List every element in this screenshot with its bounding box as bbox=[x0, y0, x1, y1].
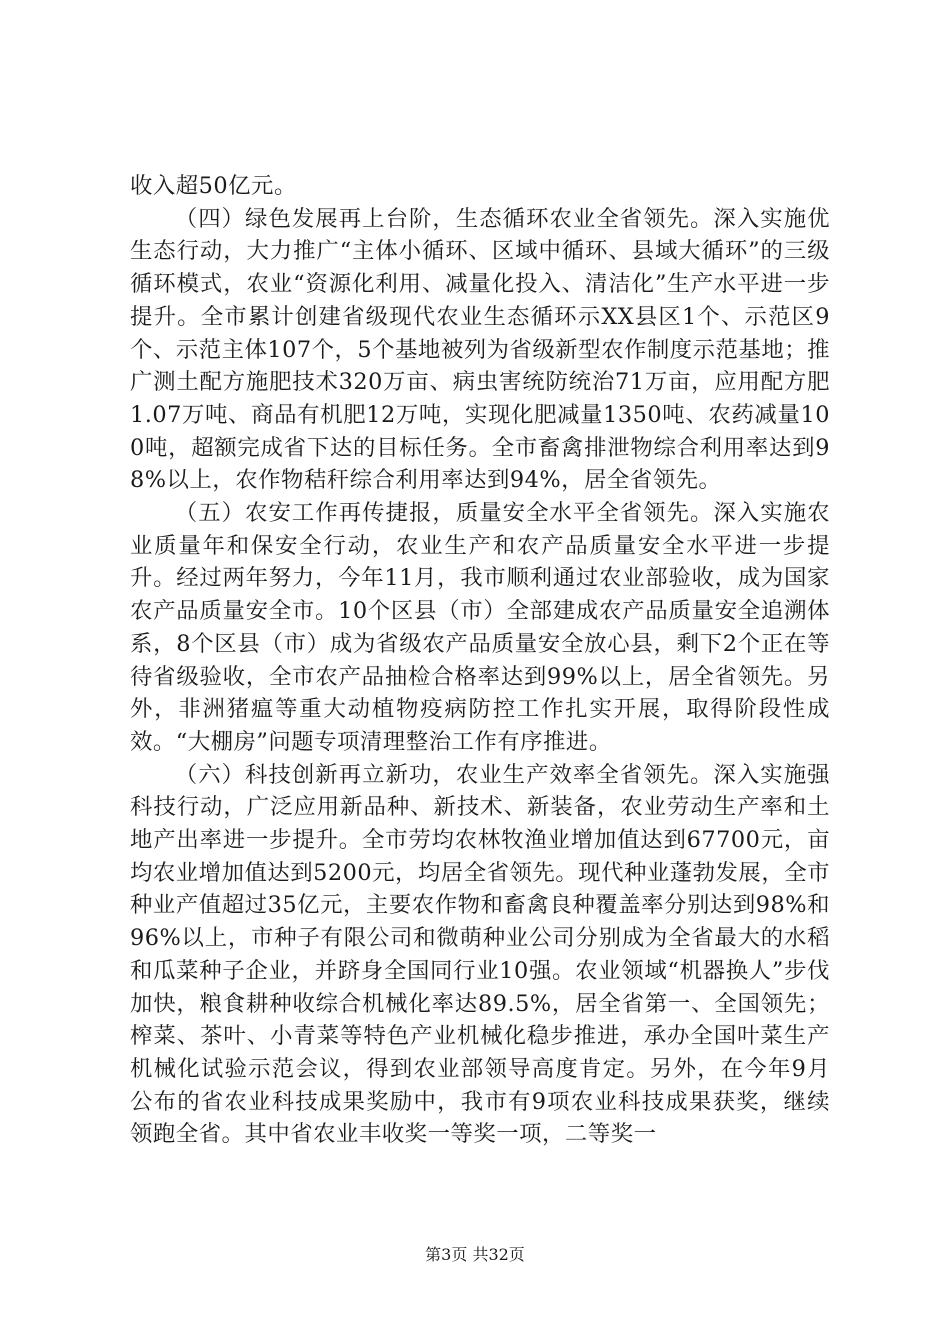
paragraph-continuation: 收入超50亿元。 bbox=[130, 173, 297, 199]
paragraph-section-4: （四）绿色发展再上台阶，生态循环农业全省领先。深入实施优生态行动，大力推广“主体小循环、区域中循环、县域大循环”的三级循环模式，农业“资源化利用、减量化投入、清洁化”生产水平进一步提升。全市累计创建省级现代农业生态循环示XX县区1个、示范区9个、示范主体107个，5个基地被列为省级新型农作制度示范基地；推广测土配方施肥技术320万亩、病虫害统防统治71万亩，应用配方肥1.07万吨、商品有机肥12万吨，实现化肥减量1350吨、农药减量100吨，超额完成省下达的目标任务。全市畜禽排泄物综合利用率达到98%以上，农作物秸秆综合利用率达到94%，居全省领先。 bbox=[130, 205, 830, 494]
page-number-footer: 第3页 共32页 bbox=[425, 1245, 525, 1264]
paragraph-section-5: （五）农安工作再传捷报，质量安全水平全省领先。深入实施农业质量年和保安全行动，农业生产和农产品质量安全水平进一步提升。经过两年努力，今年11月，我市顺利通过农业部验收，成为国家农产品质量安全市。10个区县（市）全部建成农产品质量安全追溯体系，8个区县（市）成为省级农产品质量安全放心县，剩下2个正在等待省级验收，全市农产品抽检合格率达到99%以上，居全省领先。另外，非洲猪瘟等重大动植物疫病防控工作扎实开展，取得阶段性成效。“大棚房”问题专项清理整治工作有序推进。 bbox=[130, 500, 830, 755]
document-body bbox=[130, 170, 830, 1151]
paragraph-section-6: （六）科技创新再立新功，农业生产效率全省领先。深入实施强科技行动，广泛应用新品种、新技术、新装备，农业劳动生产率和土地产出率进一步提升。全市劳均农林牧渔业增加值达到67700元，亩均农业增加值达到5200元，均居全省领先。现代种业蓬勃发展，全市种业产值超过35亿元，主要农作物和畜禽良种覆盖率分别达到98%和96%以上，市种子有限公司和微萌种业公司分别成为全省最大的水稻和瓜菜种子企业，并跻身全国同行业10强。农业领域“机器换人”步伐加快，粮食耕种收综合机械化率达89.5%，居全省第一、全国领先；榨菜、茶叶、小青菜等特色产业机械化稳步推进，承办全国叶菜生产机械化试验示范会议，得到农业部领导高度肯定。另外，在今年9月公布的省农业科技成果奖励中，我市有9项农业科技成果获奖，继续领跑全省。其中省农业丰收奖一等奖一项，二等奖一 bbox=[130, 761, 830, 1148]
